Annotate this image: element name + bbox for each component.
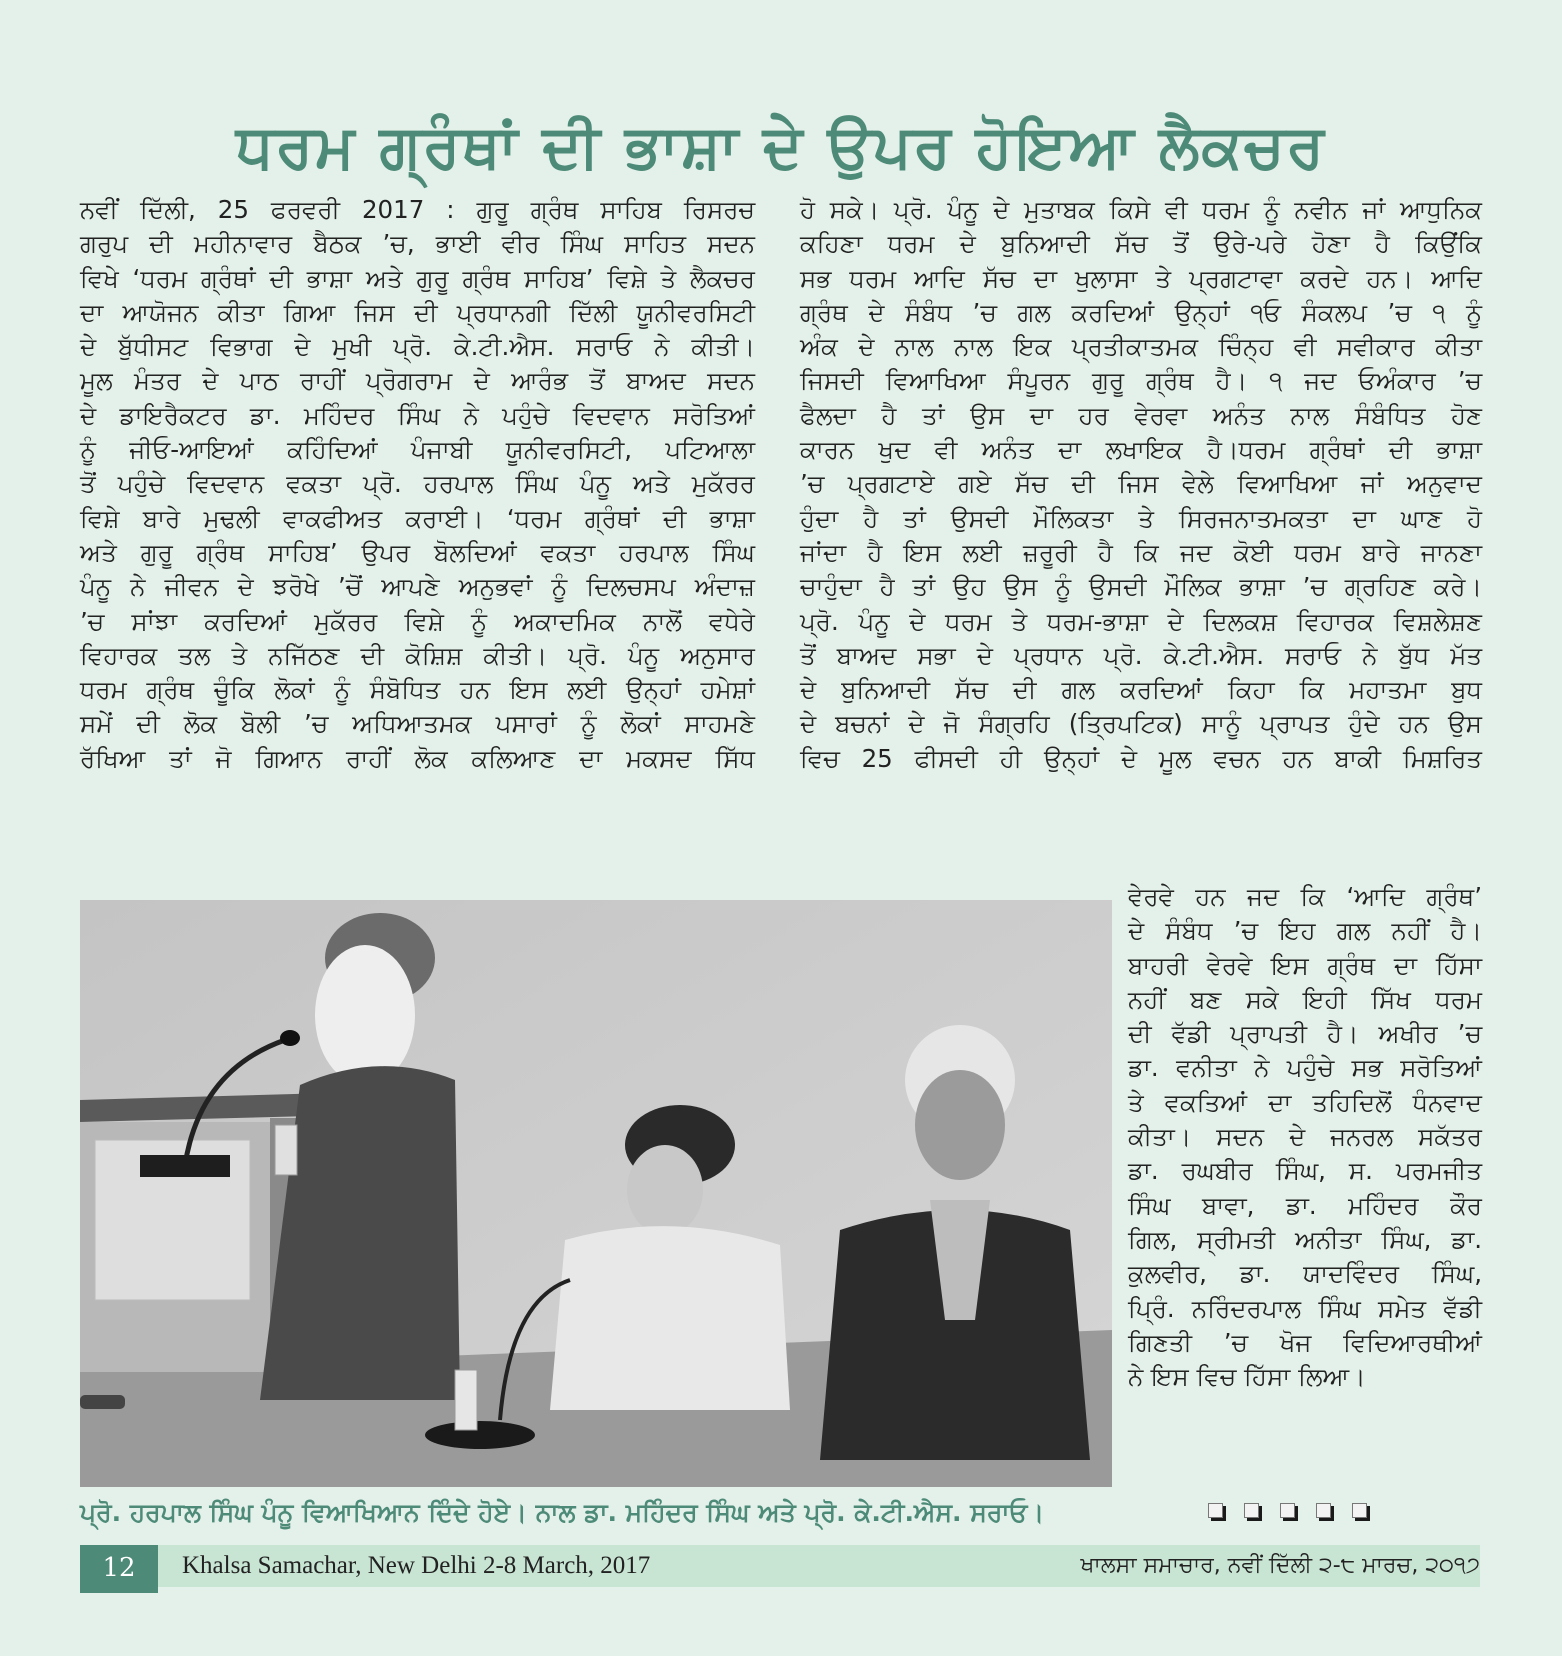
text-line: ਨੇ ਇਸ ਵਿਚ ਹਿੱਸਾ ਲਿਆ।: [1128, 1362, 1366, 1392]
text-line: ਦੇ ਸੰਬੰਧ ’ਚ ਇਹ ਗਲ ਨਹੀਂ ਹੈ।: [1128, 916, 1482, 946]
text-line: ਵੇਰਵੇ ਹਨ ਜਦ ਕਿ ‘ਆਦਿ ਗ੍ਰੰਥ’: [1128, 882, 1482, 911]
text-line: ਚਾਹੁੰਦਾ ਹੈ ਤਾਂ ਉਹ ਉਸ ਨੂੰ ਉਸਦੀ ਮੌਲਿਕ ਭਾਸ਼ਾ ’ਚ ਗ੍ਰਹਿਣ ਕਰੇ।: [800, 572, 1482, 602]
text-line: ’ਚ ਸਾਂਝਾ ਕਰਦਿਆਂ ਮੁਕੱਰਰ ਵਿਸ਼ੇ ਨੂੰ ਅਕਾਦਮਿਕ ਨਾਲੋਂ ਵਧੇਰੇ: [80, 606, 755, 636]
text-line: ਪੰਨੂ ਨੇ ਜੀਵਨ ਦੇ ਝਰੋਖੇ ’ਚੋਂ ਆਪਣੇ ਅਨੁਭਵਾਂ ਨੂੰ ਦਿਲਚਸਪ ਅੰਦਾਜ਼: [80, 572, 755, 602]
text-line: ਗਰੁਪ ਦੀ ਮਹੀਨਾਵਾਰ ਬੈਠਕ ’ਚ, ਭਾਈ ਵੀਰ ਸਿੰਘ ਸਾਹਿਤ ਸਦਨ: [80, 229, 755, 259]
end-mark-square-icon: [1352, 1503, 1367, 1518]
text-line: ਤੇ ਵਕਤਿਆਂ ਦਾ ਤਹਿਦਿਲੋਂ ਧੰਨਵਾਦ: [1128, 1087, 1482, 1117]
text-line: ਰੱਖਿਆ ਤਾਂ ਜੋ ਗਿਆਨ ਰਾਹੀਂ ਲੋਕ ਕਲਿਆਣ ਦਾ ਮਕਸਦ ਸਿੱਧ: [80, 743, 755, 773]
article-column-left: [80, 193, 755, 776]
text-line: ਅਤੇ ਗੁਰੂ ਗ੍ਰੰਥ ਸਾਹਿਬ’ ਉਪਰ ਬੋਲਦਿਆਂ ਵਕਤਾ ਹਰਪਾਲ ਸਿੰਘ: [80, 537, 755, 567]
text-line: ਪ੍ਰੋ. ਪੰਨੂ ਦੇ ਧਰਮ ਤੇ ਧਰਮ-ਭਾਸ਼ਾ ਦੇ ਦਿਲਕਸ਼ ਵਿਹਾਰਕ ਵਿਸ਼ਲੇਸ਼ਣ: [800, 606, 1482, 636]
text-line: ਹੋ ਸਕੇ। ਪ੍ਰੋ. ਪੰਨੂ ਦੇ ਮੁਤਾਬਕ ਕਿਸੇ ਵੀ ਧਰਮ ਨੂੰ ਨਵੀਨ ਜਾਂ ਆਧੁਨਿਕ: [800, 195, 1482, 224]
text-line: ਵਿਖੇ ‘ਧਰਮ ਗ੍ਰੰਥਾਂ ਦੀ ਭਾਸ਼ਾ ਅਤੇ ਗੁਰੂ ਗ੍ਰੰਥ ਸਾਹਿਬ’ ਵਿਸ਼ੇ ਤੇ ਲੈਕਚਰ: [80, 263, 755, 293]
text-line: ਵਿਹਾਰਕ ਤਲ ਤੇ ਨਜਿੱਠਣ ਦੀ ਕੋਸ਼ਿਸ਼ ਕੀਤੀ। ਪ੍ਰੋ. ਪੰਨੂ ਅਨੁਸਾਰ: [80, 640, 755, 670]
end-mark-square-icon: [1316, 1503, 1331, 1518]
end-mark-square-icon: [1208, 1503, 1223, 1518]
publication-line-punjabi: ਖਾਲਸਾ ਸਮਾਚਾਰ, ਨਵੀਂ ਦਿੱਲੀ ੨-੮ ਮਾਰਚ, ੨੦੧੭: [1080, 1553, 1480, 1578]
text-line: ’ਚ ਪ੍ਰਗਟਾਏ ਗਏ ਸੱਚ ਦੀ ਜਿਸ ਵੇਲੇ ਵਿਆਖਿਆ ਜਾਂ ਅਨੁਵਾਦ: [800, 469, 1482, 499]
text-line: ਡਾ. ਰਘਬੀਰ ਸਿੰਘ, ਸ. ਪਰਮਜੀਤ: [1128, 1156, 1482, 1186]
text-line: ਗਿਣਤੀ ’ਚ ਖੋਜ ਵਿਦਿਆਰਥੀਆਂ: [1128, 1327, 1482, 1357]
text-line: ਗਿਲ, ਸ੍ਰੀਮਤੀ ਅਨੀਤਾ ਸਿੰਘ, ਡਾ.: [1128, 1224, 1482, 1254]
text-line: ਵਿਸ਼ੇ ਬਾਰੇ ਮੁਢਲੀ ਵਾਕਫੀਅਤ ਕਰਾਈ। ‘ਧਰਮ ਗ੍ਰੰਥਾਂ ਦੀ ਭਾਸ਼ਾ: [80, 503, 755, 533]
text-line: ਦੇ ਬੁਨਿਆਦੀ ਸੱਚ ਦੀ ਗਲ ਕਰਦਿਆਂ ਕਿਹਾ ਕਿ ਮਹਾਤਮਾ ਬੁਧ: [800, 675, 1482, 705]
photo-caption: ਪ੍ਰੋ. ਹਰਪਾਲ ਸਿੰਘ ਪੰਨੂ ਵਿਆਖਿਆਨ ਦਿੰਦੇ ਹੋਏ। ਨਾਲ ਡਾ. ਮਹਿੰਦਰ ਸਿੰਘ ਅਤੇ ਪ੍ਰੋ. ਕੇ.ਟੀ.ਐਸ. ਸਰਾਓ।: [80, 1498, 1045, 1527]
text-line: ਦਾ ਆਯੋਜਨ ਕੀਤਾ ਗਿਆ ਜਿਸ ਦੀ ਪ੍ਰਧਾਨਗੀ ਦਿੱਲੀ ਯੂਨੀਵਰਸਿਟੀ: [80, 297, 755, 327]
text-line: ਸਿੰਘ ਬਾਵਾ, ਡਾ. ਮਹਿੰਦਰ ਕੌਰ: [1128, 1190, 1482, 1220]
text-line: ਬਾਹਰੀ ਵੇਰਵੇ ਇਸ ਗ੍ਰੰਥ ਦਾ ਹਿੱਸਾ: [1128, 950, 1482, 980]
text-line: ਅੰਕ ਦੇ ਨਾਲ ਨਾਲ ਇਕ ਪ੍ਰਤੀਕਾਤਮਕ ਚਿੰਨ੍ਹ ਵੀ ਸਵੀਕਾਰ ਕੀਤਾ: [800, 332, 1482, 362]
article-column-right: [800, 193, 1482, 776]
text-line: ਸਭ ਧਰਮ ਆਦਿ ਸੱਚ ਦਾ ਖੁਲਾਸਾ ਤੇ ਪ੍ਰਗਟਾਵਾ ਕਰਦੇ ਹਨ। ਆਦਿ: [800, 263, 1482, 293]
event-photo: [80, 900, 1112, 1487]
text-line: ਕੁਲਵੀਰ, ਡਾ. ਯਾਦਵਿੰਦਰ ਸਿੰਘ,: [1128, 1259, 1482, 1289]
text-line: ਕਹਿਣਾ ਧਰਮ ਦੇ ਬੁਨਿਆਦੀ ਸੱਚ ਤੋਂ ਉਰੇ-ਪਰੇ ਹੋਣਾ ਹੈ ਕਿਉਂਕਿ: [800, 229, 1482, 259]
end-mark-square-icon: [1280, 1503, 1295, 1518]
text-line: ਦੀ ਵੱਡੀ ਪ੍ਰਾਪਤੀ ਹੈ। ਅਖੀਰ ’ਚ: [1128, 1019, 1482, 1049]
text-line: ਦੇ ਬਚਨਾਂ ਦੇ ਜੋ ਸੰਗ੍ਰਹਿ (ਤ੍ਰਿਪਟਿਕ) ਸਾਨੂੰ ਪ੍ਰਾਪਤ ਹੁੰਦੇ ਹਨ ਉਸ: [800, 709, 1482, 739]
text-line: ਪ੍ਰਿੰ. ਨਰਿੰਦਰਪਾਲ ਸਿੰਘ ਸਮੇਤ ਵੱਡੀ: [1128, 1293, 1482, 1323]
text-line: ਸਮੇਂ ਦੀ ਲੋਕ ਬੋਲੀ ’ਚ ਅਧਿਆਤਮਕ ਪਸਾਰਾਂ ਨੂੰ ਲੋਕਾਂ ਸਾਹਮਣੇ: [80, 709, 755, 739]
text-line: ਦੇ ਡਾਇਰੈਕਟਰ ਡਾ. ਮਹਿੰਦਰ ਸਿੰਘ ਨੇ ਪਹੁੰਚੇ ਵਿਦਵਾਨ ਸਰੋਤਿਆਂ: [80, 400, 755, 430]
text-line: ਤੋਂ ਬਾਅਦ ਸਭਾ ਦੇ ਪ੍ਰਧਾਨ ਪ੍ਰੋ. ਕੇ.ਟੀ.ਐਸ. ਸਰਾਓ ਨੇ ਬੁੱਧ ਮੱਤ: [800, 640, 1482, 670]
text-line: ਗ੍ਰੰਥ ਦੇ ਸੰਬੰਧ ’ਚ ਗਲ ਕਰਦਿਆਂ ਉਨ੍ਹਾਂ ੧ਓ ਸੰਕਲਪ ’ਚ ੧ ਨੂੰ: [800, 297, 1482, 327]
text-line: ਫੈਲਦਾ ਹੈ ਤਾਂ ਉਸ ਦਾ ਹਰ ਵੇਰਵਾ ਅਨੰਤ ਨਾਲ ਸੰਬੰਧਿਤ ਹੋਣ: [800, 400, 1482, 430]
text-line: ਕਾਰਨ ਖੁਦ ਵੀ ਅਨੰਤ ਦਾ ਲਖਾਇਕ ਹੈ।ਧਰਮ ਗ੍ਰੰਥਾਂ ਦੀ ਭਾਸ਼ਾ: [800, 435, 1482, 465]
text-line: ਹੁੰਦਾ ਹੈ ਤਾਂ ਉਸਦੀ ਮੌਲਿਕਤਾ ਤੇ ਸਿਰਜਨਾਤਮਕਤਾ ਦਾ ਘਾਣ ਹੋ: [800, 503, 1482, 533]
text-line: ਨਵੀਂ ਦਿੱਲੀ, 25 ਫਰਵਰੀ 2017 : ਗੁਰੂ ਗ੍ਰੰਥ ਸਾਹਿਬ ਰਿਸਰਚ: [80, 195, 755, 224]
page-number: 12: [80, 1545, 158, 1593]
end-mark-square-icon: [1244, 1503, 1259, 1518]
text-line: ਜਿਸਦੀ ਵਿਆਖਿਆ ਸੰਪੂਰਨ ਗੁਰੂ ਗ੍ਰੰਥ ਹੈ। ੧ ਜਦ ਓਅੰਕਾਰ ’ਚ: [800, 366, 1482, 396]
text-line: ਮੂਲ ਮੰਤਰ ਦੇ ਪਾਠ ਰਾਹੀਂ ਪ੍ਰੋਗਰਾਮ ਦੇ ਆਰੰਭ ਤੋਂ ਬਾਅਦ ਸਦਨ: [80, 366, 755, 396]
text-line: ਤੋਂ ਪਹੁੰਚੇ ਵਿਦਵਾਨ ਵਕਤਾ ਪ੍ਰੋ. ਹਰਪਾਲ ਸਿੰਘ ਪੰਨੂ ਅਤੇ ਮੁਕੱਰਰ: [80, 469, 755, 499]
text-line: ਕੀਤਾ। ਸਦਨ ਦੇ ਜਨਰਲ ਸਕੱਤਰ: [1128, 1122, 1482, 1152]
text-line: ਡਾ. ਵਨੀਤਾ ਨੇ ਪਹੁੰਚੇ ਸਭ ਸਰੋਤਿਆਂ: [1128, 1053, 1482, 1083]
article-column-right-narrow: [1128, 880, 1482, 1394]
article-end-marks: [1208, 1503, 1367, 1518]
headline: ਧਰਮ ਗ੍ਰੰਥਾਂ ਦੀ ਭਾਸ਼ਾ ਦੇ ਉਪਰ ਹੋਇਆ ਲੈਕਚਰ: [236, 112, 1326, 183]
text-line: ਜਾਂਦਾ ਹੈ ਇਸ ਲਈ ਜ਼ਰੂਰੀ ਹੈ ਕਿ ਜਦ ਕੋਈ ਧਰਮ ਬਾਰੇ ਜਾਨਣਾ: [800, 537, 1482, 567]
text-line: ਵਿਚ 25 ਫੀਸਦੀ ਹੀ ਉਨ੍ਹਾਂ ਦੇ ਮੂਲ ਵਚਨ ਹਨ ਬਾਕੀ ਮਿਸ਼ਰਿਤ: [800, 743, 1482, 773]
publication-line-english: Khalsa Samachar, New Delhi 2-8 March, 2017: [182, 1552, 651, 1579]
text-line: ਨਹੀਂ ਬਣ ਸਕੇ ਇਹੀ ਸਿੱਖ ਧਰਮ: [1128, 984, 1482, 1014]
text-line: ਦੇ ਬੁੱਧੀਸਟ ਵਿਭਾਗ ਦੇ ਮੁਖੀ ਪ੍ਰੋ. ਕੇ.ਟੀ.ਐਸ. ਸਰਾਓ ਨੇ ਕੀਤੀ।: [80, 332, 755, 362]
text-line: ਨੂੰ ਜੀਓ-ਆਇਆਂ ਕਹਿੰਦਿਆਂ ਪੰਜਾਬੀ ਯੂਨੀਵਰਸਿਟੀ, ਪਟਿਆਲਾ: [80, 435, 755, 465]
text-line: ਧਰਮ ਗ੍ਰੰਥ ਚੂੰਕਿ ਲੋਕਾਂ ਨੂੰ ਸੰਬੋਧਿਤ ਹਨ ਇਸ ਲਈ ਉਨ੍ਹਾਂ ਹਮੇਸ਼ਾਂ: [80, 675, 755, 705]
